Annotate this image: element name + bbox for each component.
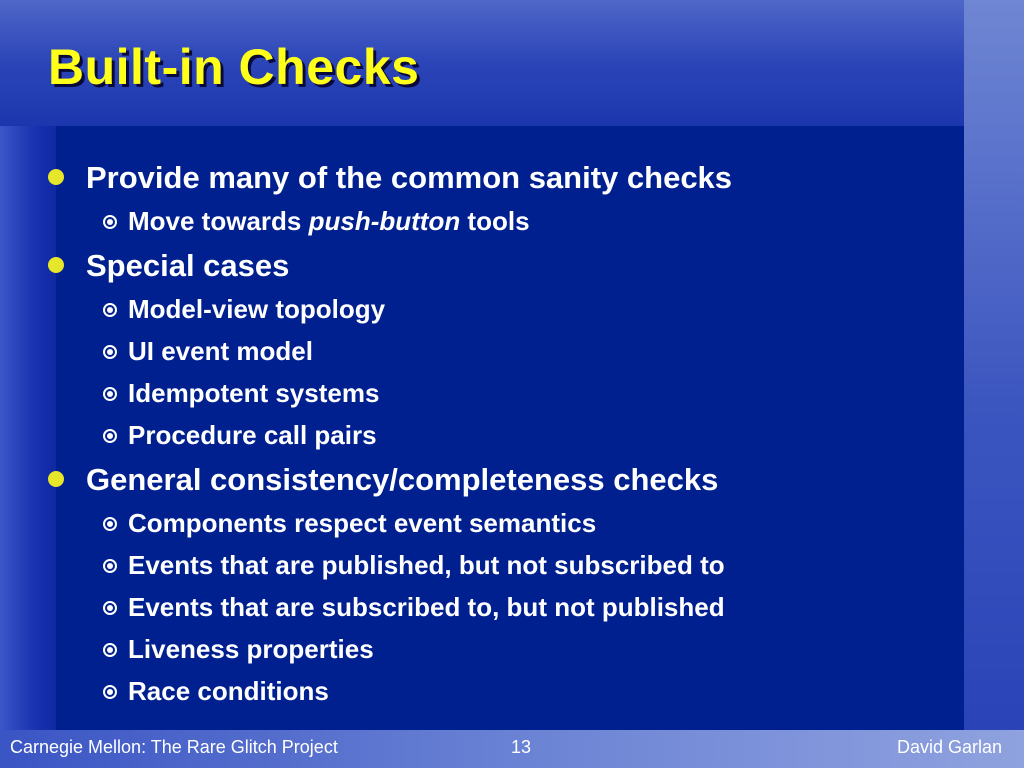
sub-bullet-item xyxy=(128,676,329,707)
bullet-text: Special cases xyxy=(86,248,290,283)
bullet-item xyxy=(86,160,732,196)
sub-bullet-text: Model-view topology xyxy=(128,294,386,324)
sub-bullet-text: Idempotent systems xyxy=(128,378,380,408)
slide-title: Built-in Checks xyxy=(48,39,420,95)
circled-dot-icon xyxy=(103,601,117,615)
sub-bullet-text: Race conditions xyxy=(128,676,329,706)
circled-dot-icon xyxy=(103,345,117,359)
bullet-disc-icon xyxy=(48,169,64,185)
circled-dot-icon xyxy=(103,303,117,317)
circled-dot-icon xyxy=(103,215,117,229)
bullet-disc-icon xyxy=(48,471,64,487)
circled-dot-icon xyxy=(103,559,117,573)
bullet-text: Provide many of the common sanity checks xyxy=(86,160,733,195)
circled-dot-icon xyxy=(103,387,117,401)
circled-dot-icon xyxy=(103,517,117,531)
sub-bullet-text: UI event model xyxy=(128,336,313,366)
sub-bullet-item xyxy=(128,508,596,539)
sub-bullet-item xyxy=(128,420,377,451)
sub-bullet-text: Events that are published, but not subscribed to xyxy=(128,550,725,580)
sub-bullet-text-after: tools xyxy=(460,206,530,236)
sub-bullet-item xyxy=(128,634,374,665)
sub-bullet-text-italic: push-button xyxy=(308,206,461,236)
bullet-disc-icon xyxy=(48,257,64,273)
circled-dot-icon xyxy=(103,685,117,699)
right-frame xyxy=(964,0,1024,730)
sub-bullet-item xyxy=(128,592,725,623)
sub-bullet-item xyxy=(128,550,725,581)
sub-bullet-text: Components respect event semantics xyxy=(128,508,597,538)
sub-bullet-text: Liveness properties xyxy=(128,634,374,664)
bullet-text: General consistency/completeness checks xyxy=(86,462,719,497)
left-frame xyxy=(0,126,56,730)
sub-bullet-item xyxy=(128,294,385,325)
circled-dot-icon xyxy=(103,429,117,443)
sub-bullet-text: Events that are subscribed to, but not published xyxy=(128,592,725,622)
sub-bullet-text-before: Move towards xyxy=(128,206,309,236)
sub-bullet-item xyxy=(128,336,313,367)
sub-bullet-item xyxy=(128,378,379,409)
footer-author: David Garlan xyxy=(897,737,1003,757)
sub-bullet-text: Procedure call pairs xyxy=(128,420,377,450)
footer-page-number: 13 xyxy=(511,737,532,757)
sub-bullet-item xyxy=(128,206,530,237)
bullet-item xyxy=(86,248,289,284)
footer-left-text: Carnegie Mellon: The Rare Glitch Project xyxy=(10,737,338,757)
bullet-item xyxy=(86,462,718,498)
circled-dot-icon xyxy=(103,643,117,657)
